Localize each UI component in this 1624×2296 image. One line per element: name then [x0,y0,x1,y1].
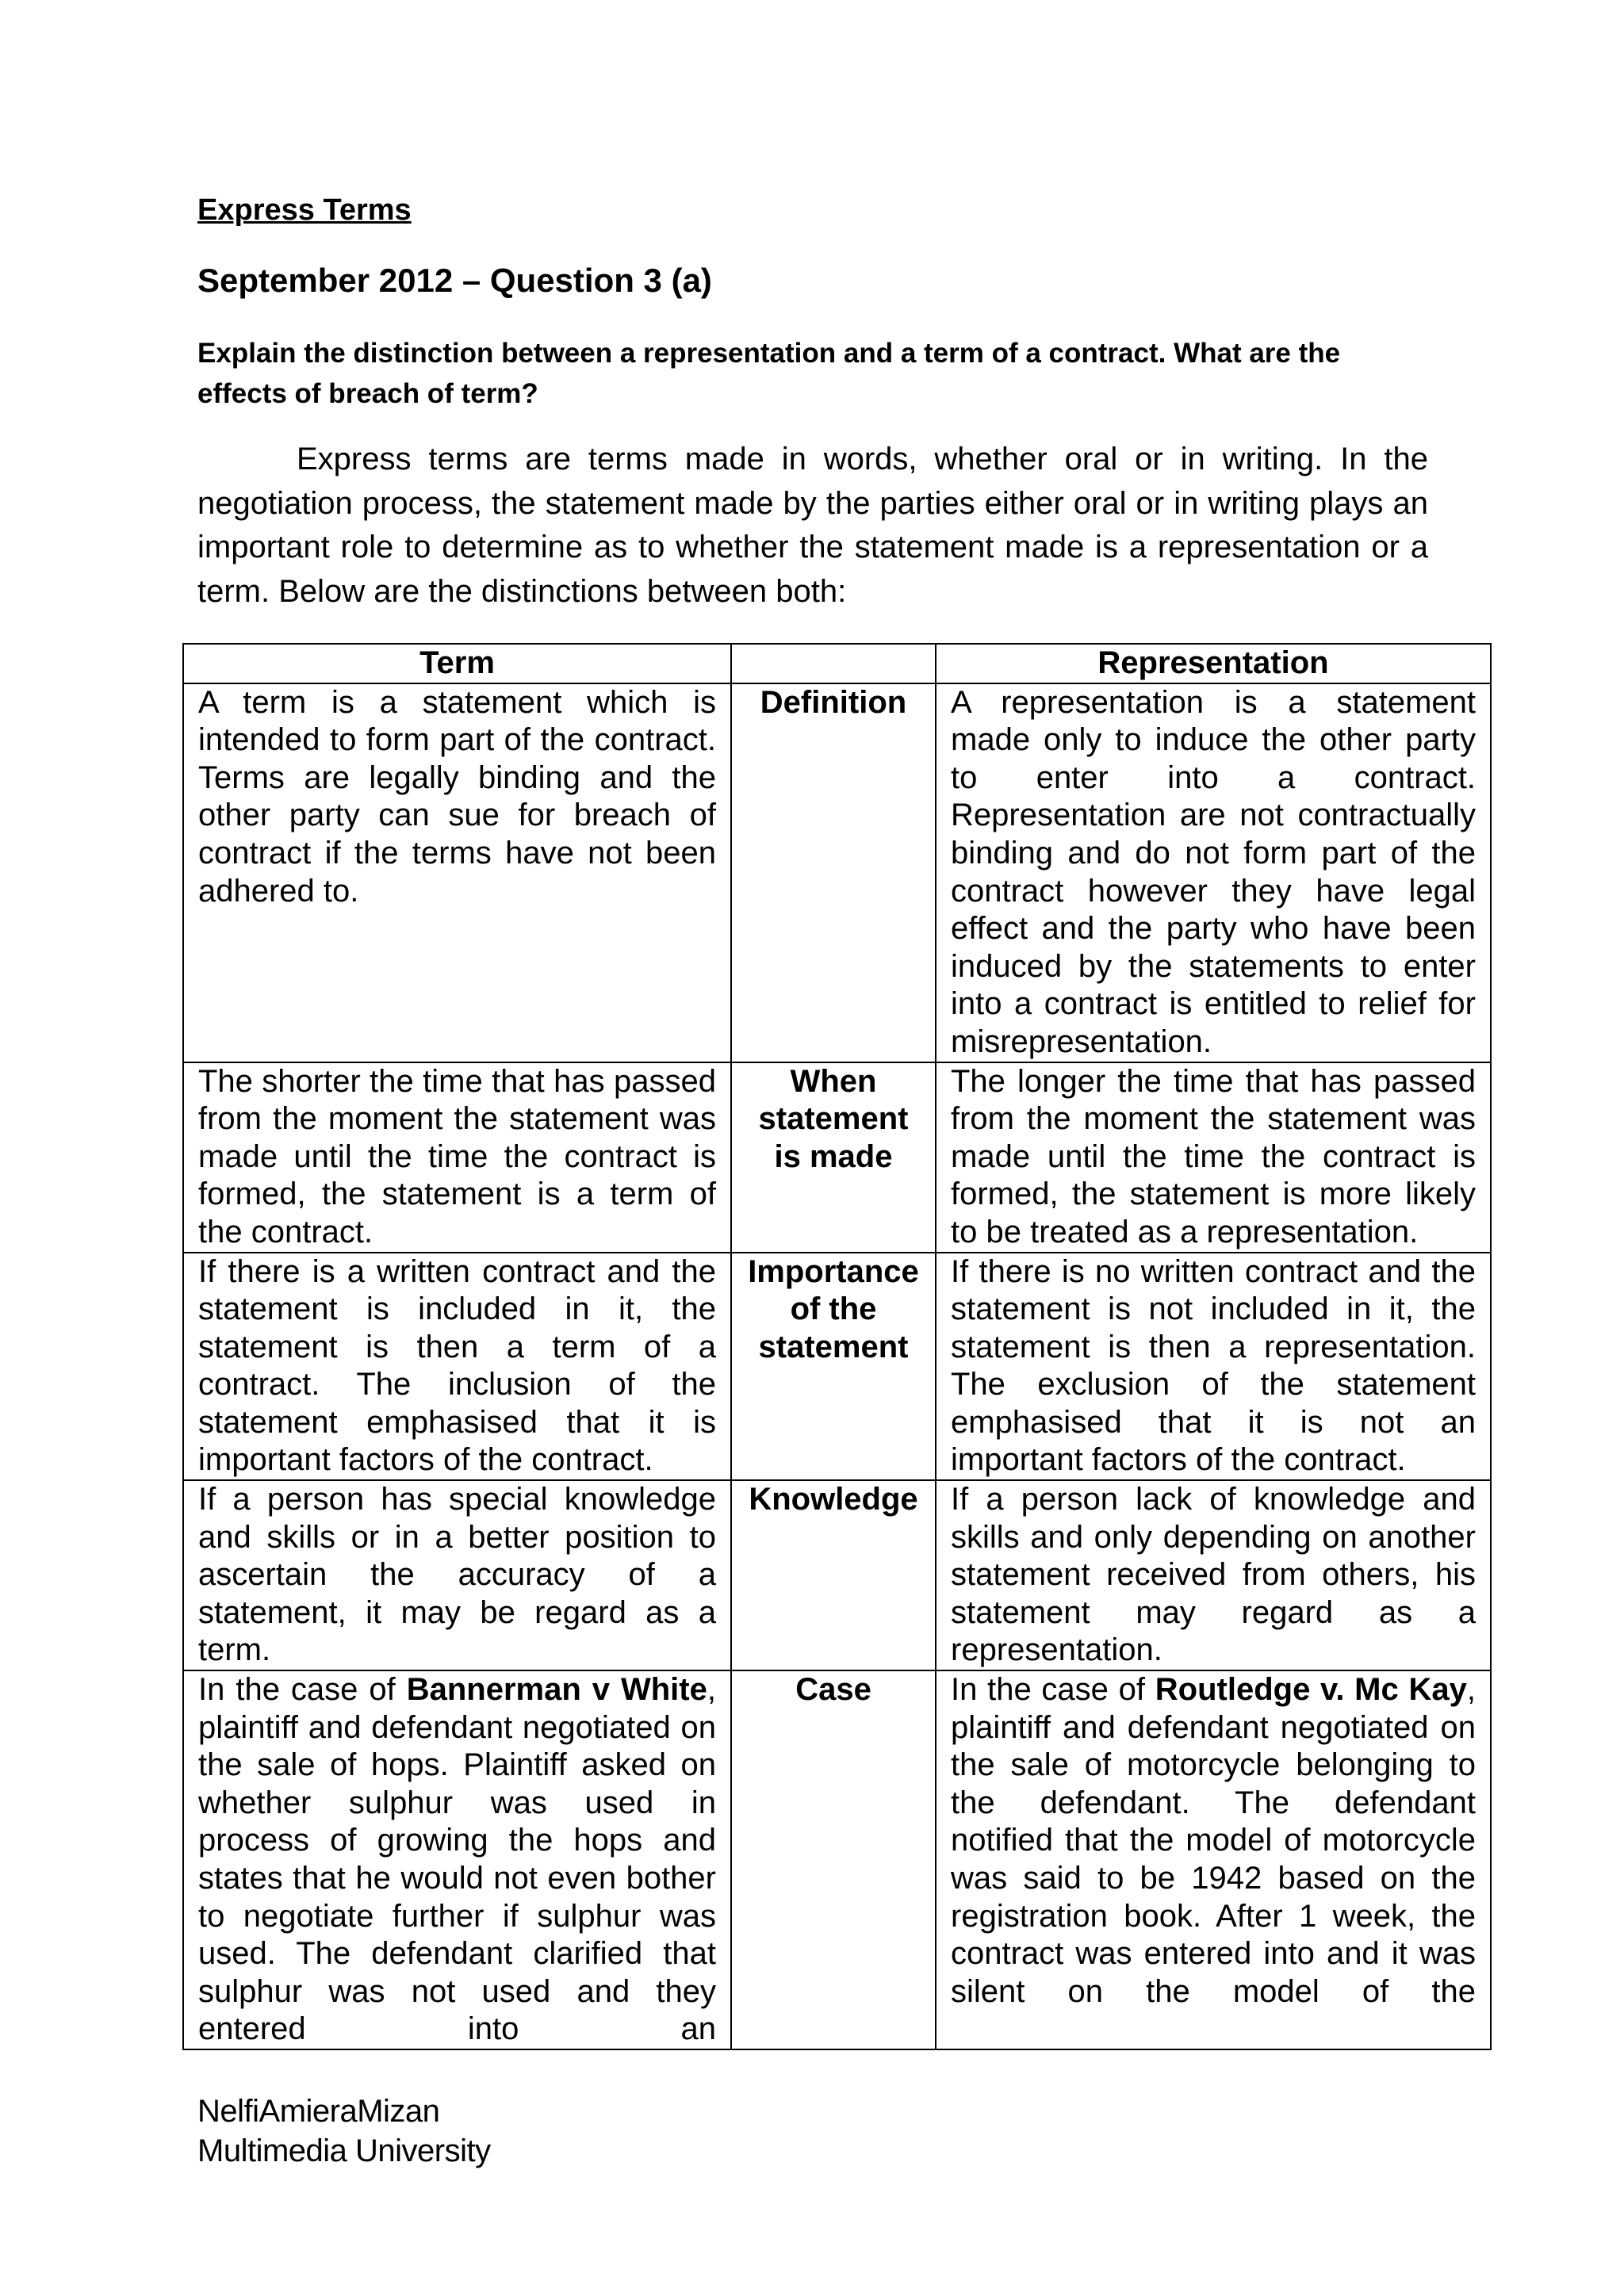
aspect-cell: Knowledge [731,1480,936,1670]
representation-cell: If there is no written contract and the statement is not included in it, the statement is then a representation. The exclusion of the statement emphasised that it is not an important factors of the contract. [936,1253,1491,1481]
table-row [183,683,1491,1062]
table-row [183,1253,1491,1481]
aspect-cell: When statement is made [731,1062,936,1253]
aspect-cell: Case [731,1670,936,2049]
table-row-case [183,1670,1491,2049]
representation-case-text: , plaintiff and defendant negotiated on the sale of motorcycle belonging to the defendant. The defendant notified that the model of motorcycle was said to be 1942 based on the registration book. After 1 week, the contract was entered into and it was silent on the model of the [951,1672,1476,2009]
question-text: Explain the distinction between a representation and a term of a contract. What are the effects of breach of term? [197,338,1341,409]
aspect-cell: Importance of the statement [731,1253,936,1481]
section-heading: Express Terms [197,193,412,227]
table-row [183,1480,1491,1670]
term-case-text: , plaintiff and defendant negotiated on the sale of hops. Plaintiff asked on whether sulphur was used in process of growing the hops and states that he would not even bother to negotiate further if sulphur was used. The defendant clarified that sulphur was not used and they entered into an [198,1672,716,2047]
table-header-row [183,644,1491,683]
footer [197,2091,491,2171]
table-row [183,1062,1491,1253]
term-case-cell [183,1670,731,2049]
comparison-table [182,643,1492,2050]
footer-institution: Multimedia University [197,2133,491,2168]
representation-cell: The longer the time that has passed from the moment the statement was made until the time the contract is formed, the statement is more likely to be treated as a representation. [936,1062,1491,1253]
term-case-name: Bannerman v White [406,1672,707,1708]
representation-case-name: Routledge v. Mc Kay [1155,1672,1467,1708]
term-case-intro: In the case of [198,1672,407,1708]
representation-cell: If a person lack of knowledge and skills and only depending on another statement received from others, his statement may regard as a representation. [936,1480,1491,1670]
header-term: Term [183,644,731,683]
intro-paragraph: Express terms are terms made in words, whether oral or in writing. In the negotiation process, the statement made by the parties either oral or in writing plays an important role to determine as to whether the statement made is a representation or a term. Below are the distinctions between both: [197,442,1428,609]
term-cell: If a person has special knowledge and skills or in a better position to ascertain the accuracy of a statement, it may be regard as a term. [183,1480,731,1670]
aspect-cell: Definition [731,683,936,1062]
representation-cell: A representation is a statement made only to induce the other party to enter into a contract. Representation are not contractually binding and do not form part of the contract however they have legal effect and the party who have been induced by the statements to enter into a contract is entitled to relief for misrepresentation. [936,683,1491,1062]
footer-author: NelfiAmieraMizan [197,2094,440,2129]
representation-case-intro: In the case of [951,1672,1155,1708]
question-title: September 2012 – Question 3 (a) [197,262,712,299]
term-cell: The shorter the time that has passed from the moment the statement was made until the time the contract is formed, the statement is a term of the contract. [183,1062,731,1253]
header-aspect [731,644,936,683]
header-representation: Representation [936,644,1491,683]
term-cell: A term is a statement which is intended to form part of the contract. Terms are legally binding and the other party can sue for breach of contract if the terms have not been adhered to. [183,683,731,1062]
representation-case-cell [936,1670,1491,2049]
term-cell: If there is a written contract and the statement is included in it, the statement is then a term of a contract. The inclusion of the statement emphasised that it is important factors of the contract. [183,1253,731,1481]
